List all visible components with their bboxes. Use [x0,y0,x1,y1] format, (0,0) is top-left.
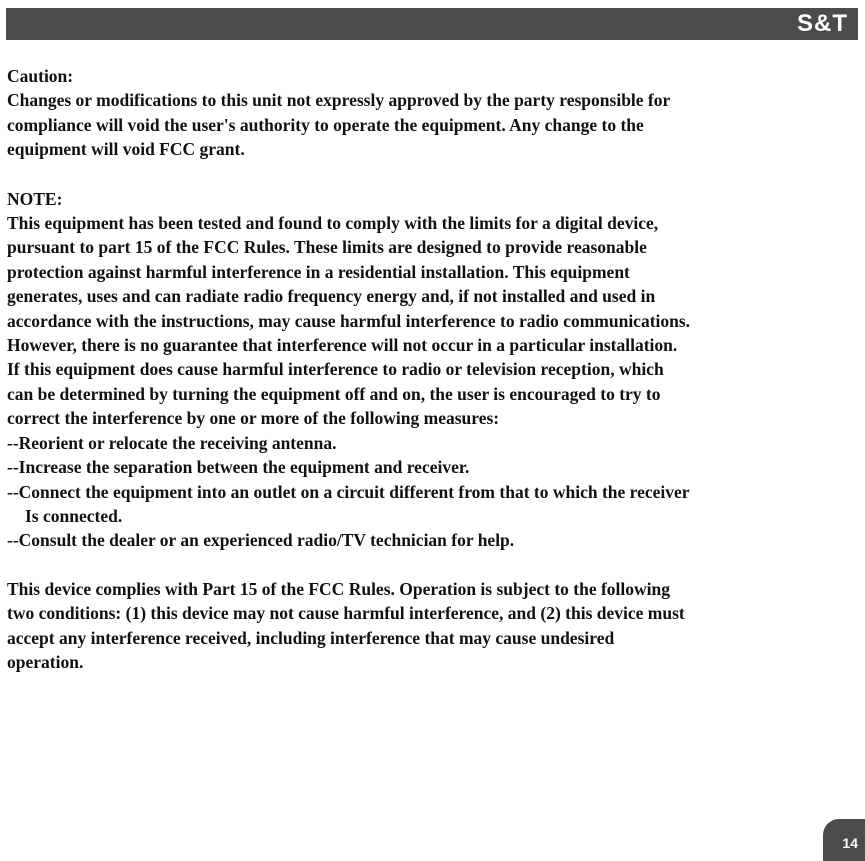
note-line: generates, uses and can radiate radio frequency energy and, if not installed and used in [7,286,656,307]
measure-item-continued: Is connected. [25,505,123,526]
caution-line: compliance will void the user's authority to operate the equipment. Any change to the [7,114,644,135]
page-number: 14 [842,835,858,851]
note-title: NOTE: [7,188,63,209]
measure-item: --Reorient or relocate the receiving antenna. [7,432,337,453]
note-line: accordance with the instructions, may cause harmful interference to radio communications. [7,310,691,331]
compliance-line: operation. [7,651,84,672]
brand-logo: S&T [797,10,848,37]
compliance-line: accept any interference received, including interference that may cause undesired [7,627,615,648]
header-band [6,8,858,40]
compliance-line: This device complies with Part 15 of the FCC Rules. Operation is subject to the following [7,578,671,599]
note-line: can be determined by turning the equipment off and on, the user is encouraged to try to [7,383,661,404]
measure-item: --Connect the equipment into an outlet on a circuit different from that to which the receiver [7,481,690,502]
spacer [7,162,857,187]
note-line: This equipment has been tested and found to comply with the limits for a digital device, [7,213,659,234]
note-line: correct the interference by one or more of the following measures: [7,408,500,429]
measure-item: --Consult the dealer or an experienced radio/TV technician for help. [7,530,515,551]
measure-item: --Increase the separation between the equipment and receiver. [7,457,470,478]
page-number-tab [823,819,865,861]
spacer [7,553,857,577]
note-line: If this equipment does cause harmful interference to radio or television reception, which [7,359,664,380]
caution-line: equipment will void FCC grant. [7,139,245,160]
caution-title: Caution: [7,66,74,86]
page-content [7,64,857,674]
note-line: pursuant to part 15 of the FCC Rules. These limits are designed to provide reasonable [7,237,647,258]
compliance-line: two conditions: (1) this device may not cause harmful interference, and (2) this device must [7,603,685,624]
note-line: protection against harmful interference in a residential installation. This equipment [7,261,630,282]
note-line: However, there is no guarantee that interference will not occur in a particular installation. [7,335,678,356]
caution-line: Changes or modifications to this unit not expressly approved by the party responsible for [7,90,671,111]
